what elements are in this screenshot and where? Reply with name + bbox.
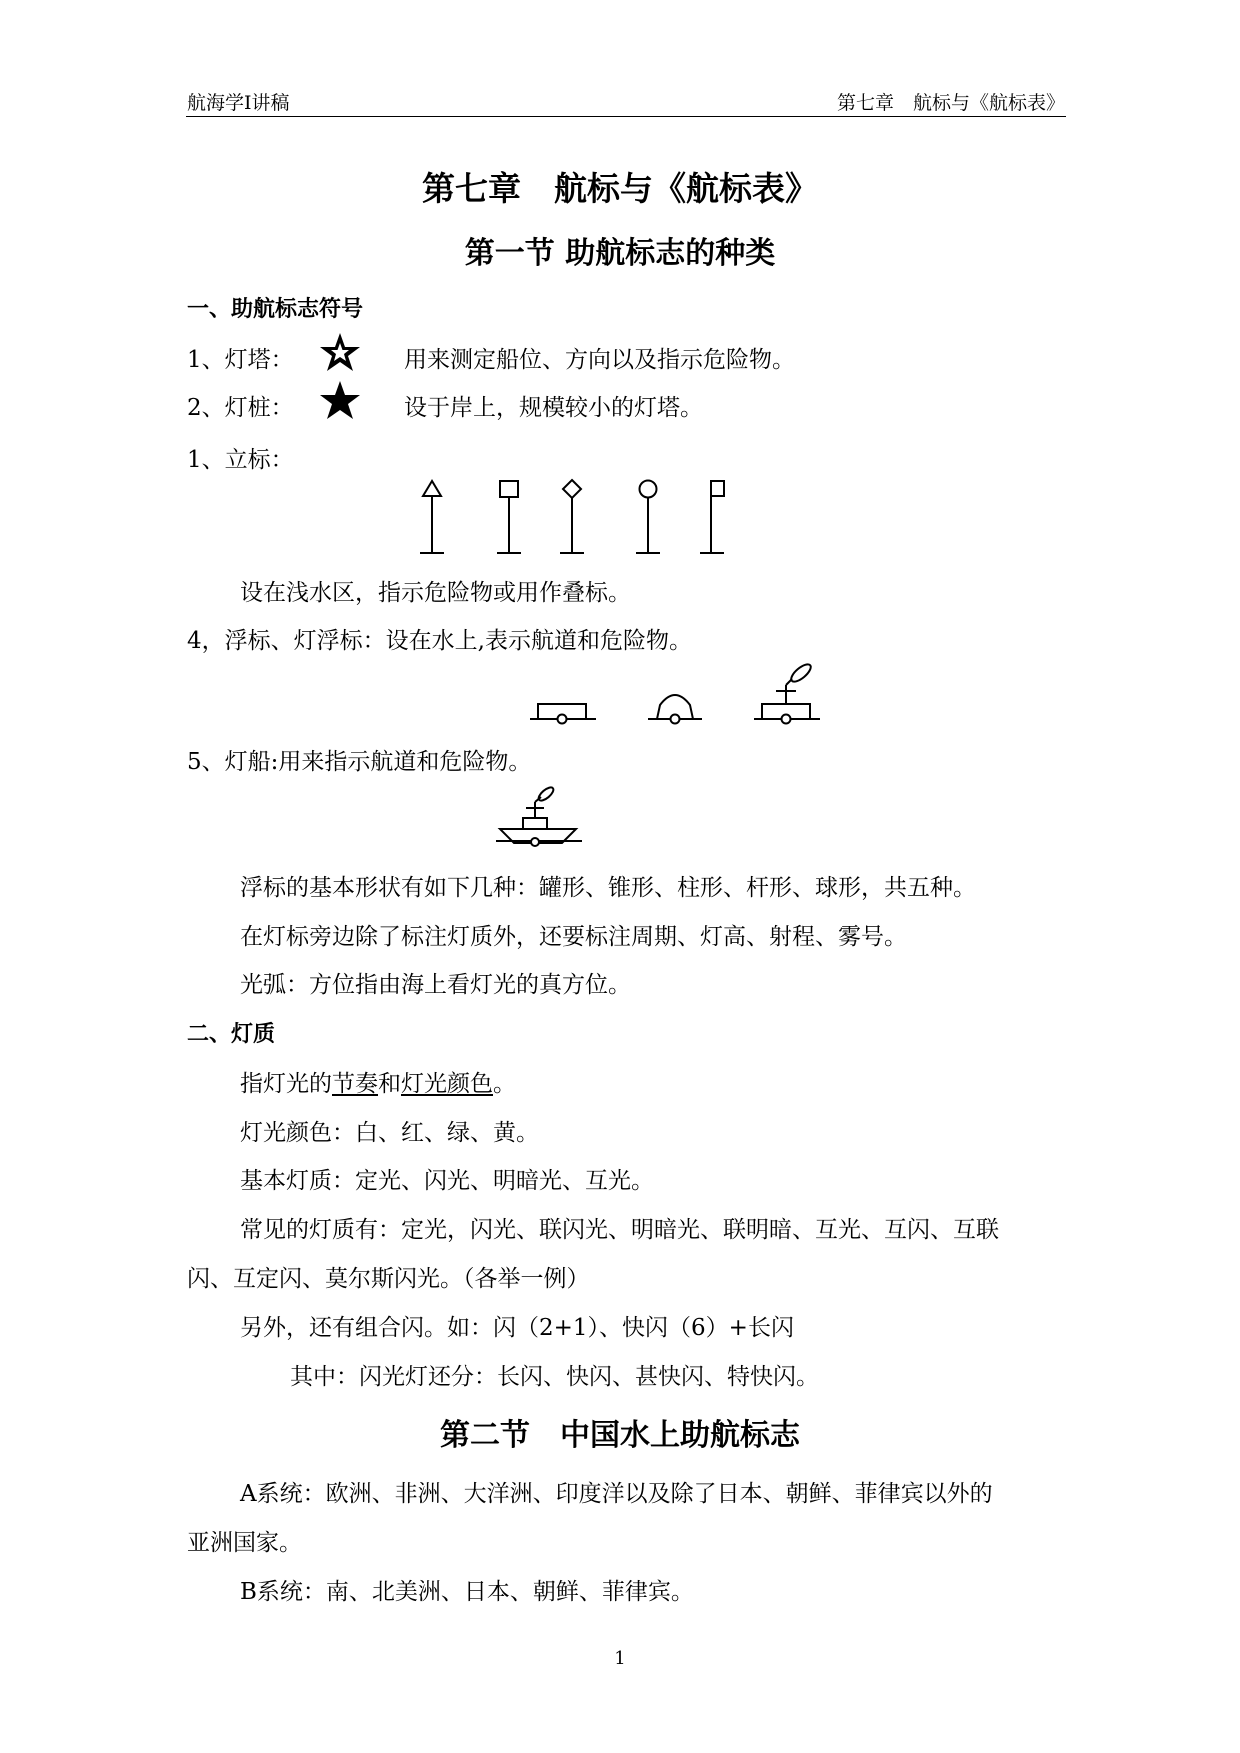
light-colors-line: 灯光颜色：白、红、绿、黄。 — [240, 1120, 539, 1146]
lighthouse-desc: 用来测定船位、方向以及指示危险物。 — [404, 347, 795, 373]
common-characters-line2: 闪、互定闪、莫尔斯闪光。（各举一例） — [187, 1266, 590, 1292]
light-beacon-desc: 设于岸上，规模较小的灯塔。 — [404, 395, 703, 421]
buoy-label: 4，浮标、灯浮标：设在水上,表示航道和危险物。 — [187, 628, 692, 654]
lightship-label: 5、灯船:用来指示航道和危险物。 — [187, 749, 532, 775]
section1-title: 第一节 助航标志的种类 — [464, 236, 776, 271]
definition-suffix: 。 — [493, 1071, 516, 1097]
sub2-heading: 二、灯质 — [187, 1022, 276, 1047]
definition-and: 和 — [378, 1071, 401, 1097]
sub1-heading: 一、助航标志符号 — [187, 297, 364, 322]
color-term: 灯光颜色 — [401, 1071, 493, 1097]
beacon-diamond-icon — [560, 480, 584, 553]
annotation-paragraph: 在灯标旁边除了标注灯质外，还要标注周期、灯高、射程、雾号。 — [240, 924, 907, 950]
combo-flash-line: 另外，还有组合闪。如：闪（2+1）、快闪（6）+长闪 — [240, 1315, 794, 1341]
common-characters-line1: 常见的灯质有：定光，闪光、联闪光、明暗光、联明暗、互光、互闪、互联 — [240, 1217, 999, 1243]
conical-buoy-icon — [648, 695, 702, 724]
beacon-label: 1、立标： — [187, 447, 294, 473]
star-outline-icon — [318, 331, 362, 373]
page-number: 1 — [614, 1648, 626, 1669]
beacon-flag-icon — [700, 481, 724, 553]
beacon-desc: 设在浅水区，指示危险物或用作叠标。 — [240, 580, 631, 606]
rhythm-term: 节奏 — [332, 1071, 378, 1097]
section2-title: 第二节 中国水上助航标志 — [440, 1418, 800, 1453]
header-rule — [186, 116, 1066, 117]
a-system-line1: A系统：欧洲、非洲、大洋洲、印度洋以及除了日本、朝鲜、菲律宾以外的 — [240, 1481, 993, 1507]
beacon-triangle-icon — [420, 481, 444, 553]
a-system-line2: 亚洲国家。 — [187, 1530, 302, 1556]
header-left: 航海学Ⅰ讲稿 — [187, 92, 290, 114]
beacon-circle-icon — [636, 481, 660, 554]
b-system-line: B系统：南、北美洲、日本、朝鲜、菲律宾。 — [240, 1579, 694, 1605]
flash-subtypes-line: 其中：闪光灯还分：长闪、快闪、甚快闪、特快闪。 — [290, 1364, 819, 1390]
lightship-icon — [490, 786, 590, 856]
lighthouse-label: 1、灯塔： — [187, 347, 294, 373]
basic-characters-line: 基本灯质：定光、闪光、明暗光、互光。 — [240, 1168, 654, 1194]
light-arc-paragraph: 光弧：方位指由海上看灯光的真方位。 — [240, 972, 631, 998]
header-right: 第七章 航标与《航标表》 — [836, 92, 1065, 114]
light-beacon-label: 2、灯桩： — [187, 395, 294, 421]
buoy-shapes-paragraph: 浮标的基本形状有如下几种：罐形、锥形、柱形、杆形、球形，共五种。 — [240, 875, 976, 901]
definition-prefix: 指灯光的 — [240, 1071, 332, 1097]
beacon-symbols — [410, 470, 730, 560]
can-buoy-icon — [530, 704, 596, 724]
chapter-title: 第七章 航标与《航标表》 — [422, 169, 818, 208]
buoy-symbols — [520, 655, 840, 730]
star-solid-icon — [318, 379, 362, 421]
beacon-square-icon — [497, 481, 521, 553]
light-buoy-icon — [754, 661, 820, 723]
light-character-definition — [240, 1065, 516, 1098]
